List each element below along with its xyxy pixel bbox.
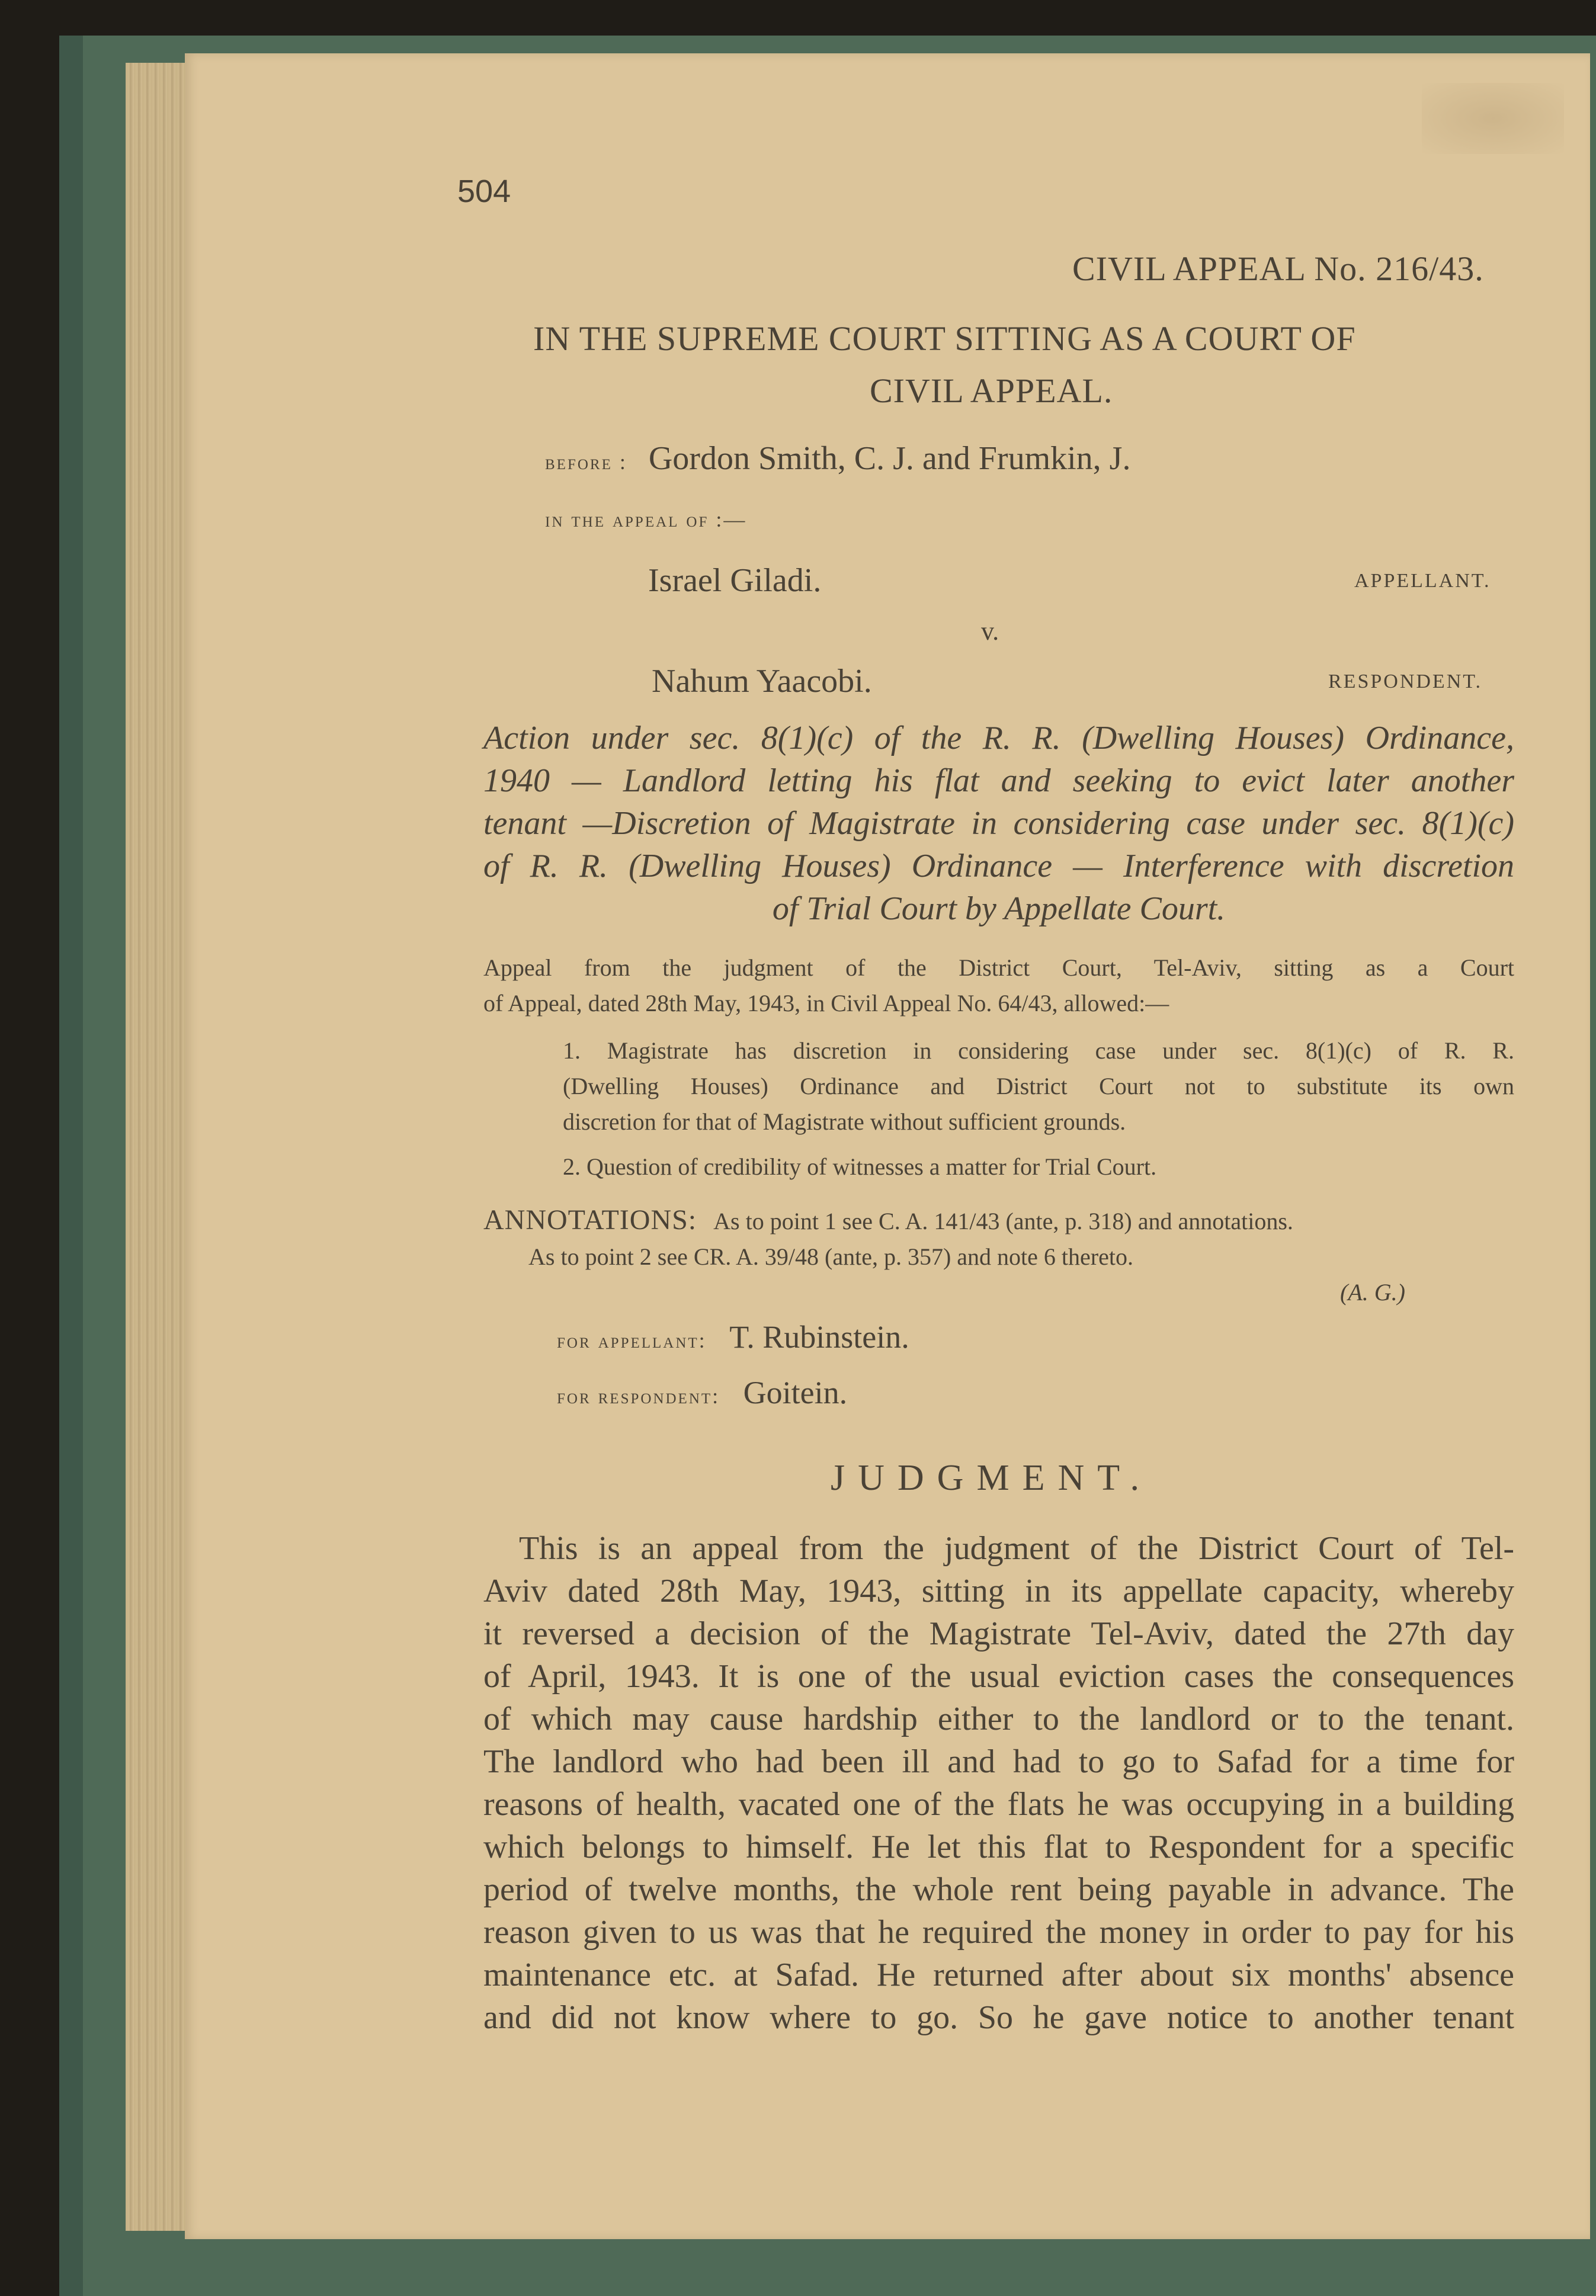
headnote xyxy=(483,717,1514,930)
counsel-appellant: T. Rubinstein. xyxy=(729,1319,909,1355)
headnote-line: tenant —Discretion of Magistrate in considering case under sec. 8(1)(c) xyxy=(483,805,1514,842)
appellant-role: APPELLANT. xyxy=(1354,570,1491,592)
counsel-respondent-row xyxy=(557,1374,847,1411)
in-the-appeal-of-label: in the appeal of :— xyxy=(545,508,747,531)
holding-line: (Dwelling Houses) Ordinance and District Court not to substitute its own xyxy=(563,1073,1514,1099)
counsel-respondent: Goitein. xyxy=(743,1375,848,1410)
appeal-intro-line: Appeal from the judgment of the District Court, Tel-Aviv, sitting as a Court xyxy=(483,954,1514,981)
versus: v. xyxy=(981,617,999,646)
headnote-line: 1940 — Landlord letting his flat and seeking to evict later another xyxy=(483,762,1514,799)
judgment-line: This is an appeal from the judgment of the District Court of Tel- xyxy=(519,1530,1514,1567)
annotations-point-2: As to point 2 see CR. A. 39/48 (ante, p. 357) and note 6 thereto. xyxy=(528,1243,1133,1270)
court-title-line-2: CIVIL APPEAL. xyxy=(870,371,1113,410)
headnote-line: of R. R. (Dwelling Houses) Ordinance — Interference with discretion xyxy=(483,848,1514,884)
annotations-label: ANNOTATIONS: xyxy=(483,1204,697,1236)
holding-1 xyxy=(563,1033,1514,1140)
case-reference: CIVIL APPEAL No. 216/43. xyxy=(1072,249,1484,288)
judgment-line: maintenance etc. at Safad. He returned after about six months' absence xyxy=(483,1957,1514,1993)
bench-judges: Gordon Smith, C. J. and Frumkin, J. xyxy=(648,440,1131,477)
annotations-line-1 xyxy=(483,1202,1514,1239)
judgment-line: The landlord who had been ill and had to go to Safad for a time for xyxy=(483,1743,1514,1780)
judgment-line: reason given to us was that he required the money in order to pay for his xyxy=(483,1914,1514,1951)
judgment-line: it reversed a decision of the Magistrate Tel-Aviv, dated the 27th day xyxy=(483,1615,1514,1652)
headnote-line: Action under sec. 8(1)(c) of the R. R. (Dwelling Houses) Ordinance, xyxy=(483,720,1514,756)
bench-row xyxy=(545,440,1130,477)
appellant-name: Israel Giladi. xyxy=(648,562,822,599)
judgment-heading: JUDGMENT. xyxy=(831,1458,1152,1498)
judgment-line: of which may cause hardship either to the landlord or to the tenant. xyxy=(483,1701,1514,1737)
annotations-point-1: As to point 1 see C. A. 141/43 (ante, p. 318) and annotations. xyxy=(713,1208,1293,1234)
page-number: 504 xyxy=(457,174,511,209)
judgment-line: reasons of health, vacated one of the flats he was occupying in a building xyxy=(483,1786,1514,1823)
appeal-intro-line: of Appeal, dated 28th May, 1943, in Civil Appeal No. 64/43, allowed:— xyxy=(483,990,1169,1016)
appeal-intro xyxy=(483,950,1514,1021)
counsel-appellant-label: for appellant: xyxy=(557,1329,707,1352)
counsel-appellant-row xyxy=(557,1319,909,1355)
holding-line: discretion for that of Magistrate without sufficient grounds. xyxy=(563,1108,1126,1135)
respondent-role: RESPONDENT. xyxy=(1328,671,1482,692)
judgment-line: period of twelve months, the whole rent being payable in advance. The xyxy=(483,1871,1514,1908)
judgment-line: Aviv dated 28th May, 1943, sitting in its appellate capacity, whereby xyxy=(483,1573,1514,1609)
judgment-line: and did not know where to go. So he gave notice to another tenant xyxy=(483,1999,1514,2036)
counsel-respondent-label: for respondent: xyxy=(557,1384,720,1408)
court-title-line-1: IN THE SUPREME COURT SITTING AS A COURT OF xyxy=(533,319,1356,358)
annotations xyxy=(483,1202,1514,1275)
holding-line: 1. Magistrate has discretion in considering case under sec. 8(1)(c) of R. R. xyxy=(563,1037,1514,1064)
annotations-initials: (A. G.) xyxy=(1340,1279,1405,1306)
judgment-line: of April, 1943. It is one of the usual eviction cases the consequences xyxy=(483,1658,1514,1695)
holding-2: 2. Question of credibility of witnesses a matter for Trial Court. xyxy=(563,1153,1157,1180)
bench-label: before : xyxy=(545,450,627,474)
judgment-body xyxy=(483,1527,1514,2039)
headnote-line: of Trial Court by Appellate Court. xyxy=(772,890,1226,927)
judgment-line: which belongs to himself. He let this flat to Respondent for a specific xyxy=(483,1829,1514,1865)
respondent-name: Nahum Yaacobi. xyxy=(652,663,872,700)
